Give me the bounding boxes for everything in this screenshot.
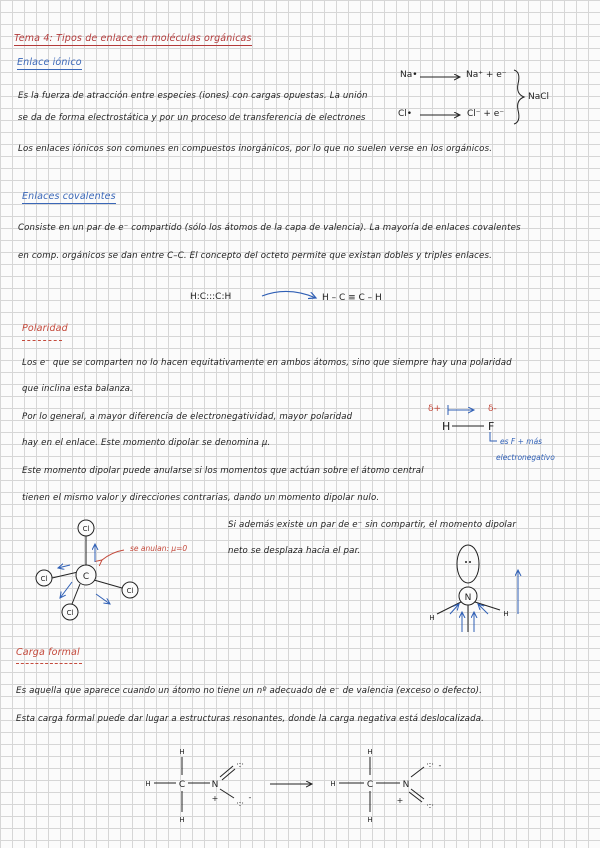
svg-text:H: H xyxy=(145,780,151,788)
acetylene-lewis: H:C:::C:H xyxy=(190,292,232,302)
resonance-left xyxy=(145,748,251,824)
ionic-product: NaCl xyxy=(528,92,550,102)
page-title: Tema 4: Tipos de enlace en moléculas orgánicas xyxy=(14,33,252,44)
svg-text:·:·: ·:· xyxy=(426,801,434,810)
svg-text:Cl: Cl xyxy=(40,575,48,583)
ccl4-molecule xyxy=(36,520,138,620)
eq2-left: Cl• xyxy=(398,109,413,119)
polarity-text-6: tienen el mismo valor y direcciones contrarias, dando un momento dipolar nulo. xyxy=(22,493,380,503)
svg-text:·:·: ·:· xyxy=(236,799,244,808)
svg-text:-: - xyxy=(438,761,442,770)
svg-text:+: + xyxy=(396,796,404,805)
polarity-heading: Polaridad xyxy=(22,323,68,334)
hf-note-pointer xyxy=(490,432,497,441)
ionic-text-2: se da de forma electrostática y por un proceso de transferencia de electrones xyxy=(18,113,366,123)
polarity-text-8: neto se desplaza hacia el par. xyxy=(228,546,361,556)
eq2-right: Cl⁻ + e⁻ xyxy=(467,109,505,119)
svg-text:C: C xyxy=(82,572,90,582)
polarity-text-5: Este momento dipolar puede anularse si los momentos que actúan sobre el átomo central xyxy=(22,466,424,476)
svg-text:N: N xyxy=(402,780,410,790)
svg-text:Cl: Cl xyxy=(82,525,90,533)
hf-note-1: es F + más xyxy=(500,437,543,446)
hf-delta-minus: δ- xyxy=(488,404,497,414)
svg-text:H: H xyxy=(367,748,373,756)
svg-text:·:·: ·:· xyxy=(426,760,434,769)
resonance-right xyxy=(330,748,441,824)
ionic-text-3: Los enlaces iónicos son comunes en compuestos inorgánicos, por lo que no suelen verse en los orgánicos. xyxy=(18,144,493,154)
hf-delta-plus: δ+ xyxy=(428,404,442,414)
polarity-text-4: hay en el enlace. Este momento dipolar se denomina μ. xyxy=(22,438,271,448)
acetylene-structural: H – C ≡ C – H xyxy=(322,293,382,303)
svg-text:N: N xyxy=(464,593,472,603)
nh3-molecule xyxy=(429,545,518,632)
covalent-text-1: Consiste en un par de e⁻ compartido (sólo los átomos de la capa de valencia). La mayoría de enlaces covalentes xyxy=(18,223,521,233)
svg-text:Cl: Cl xyxy=(66,609,74,617)
svg-text:H: H xyxy=(429,614,435,622)
covalent-heading: Enlaces covalentes xyxy=(22,191,116,202)
formal-heading: Carga formal xyxy=(16,647,80,658)
svg-text:C: C xyxy=(178,780,186,790)
polarity-text-2: que inclina esta balanza. xyxy=(22,384,133,394)
polarity-text-7: Si además existe un par de e⁻ sin compartir, el momento dipolar xyxy=(228,520,517,530)
acetylene-arrow xyxy=(262,291,316,298)
ionic-text-1: Es la fuerza de atracción entre especies (iones) con cargas opuestas. La unión xyxy=(18,91,368,101)
ionic-brace xyxy=(514,70,524,124)
svg-text:H: H xyxy=(179,748,185,756)
hf-f-atom: F xyxy=(488,420,495,433)
svg-text:-: - xyxy=(248,793,252,802)
svg-text:N: N xyxy=(211,780,219,790)
svg-text:H: H xyxy=(367,816,373,824)
svg-text:H: H xyxy=(330,780,336,788)
svg-text:·:·: ·:· xyxy=(236,760,244,769)
eq1-left: Na• xyxy=(400,70,418,80)
ionic-heading: Enlace iónico xyxy=(17,57,82,68)
svg-text:H: H xyxy=(179,816,185,824)
svg-text:+: + xyxy=(211,794,219,803)
hf-h-atom: H xyxy=(442,420,451,433)
polarity-text-3: Por lo general, a mayor diferencia de electronegatividad, mayor polaridad xyxy=(22,412,353,422)
polarity-text-1: Los e⁻ que se comparten no lo hacen equitativamente en ambos átomos, sino que siempre hay una polaridad xyxy=(22,358,512,368)
covalent-text-2: en comp. orgánicos se dan entre C–C. El concepto del octeto permite que existan dobles y triples enlaces. xyxy=(18,251,493,261)
svg-text:H: H xyxy=(503,610,509,618)
formal-text-1: Es aquella que aparece cuando un átomo no tiene un nº adecuado de e⁻ de valencia (exceso o defecto). xyxy=(16,686,483,696)
hf-note-2: electronegativo xyxy=(496,453,555,462)
eq1-right: Na⁺ + e⁻ xyxy=(466,70,507,80)
ccl4-note: se anulan: μ=0 xyxy=(130,544,188,553)
svg-text:Cl: Cl xyxy=(126,587,134,595)
svg-text:C: C xyxy=(366,780,374,790)
formal-text-2: Esta carga formal puede dar lugar a estructuras resonantes, donde la carga negativa está deslocalizada. xyxy=(16,714,485,724)
